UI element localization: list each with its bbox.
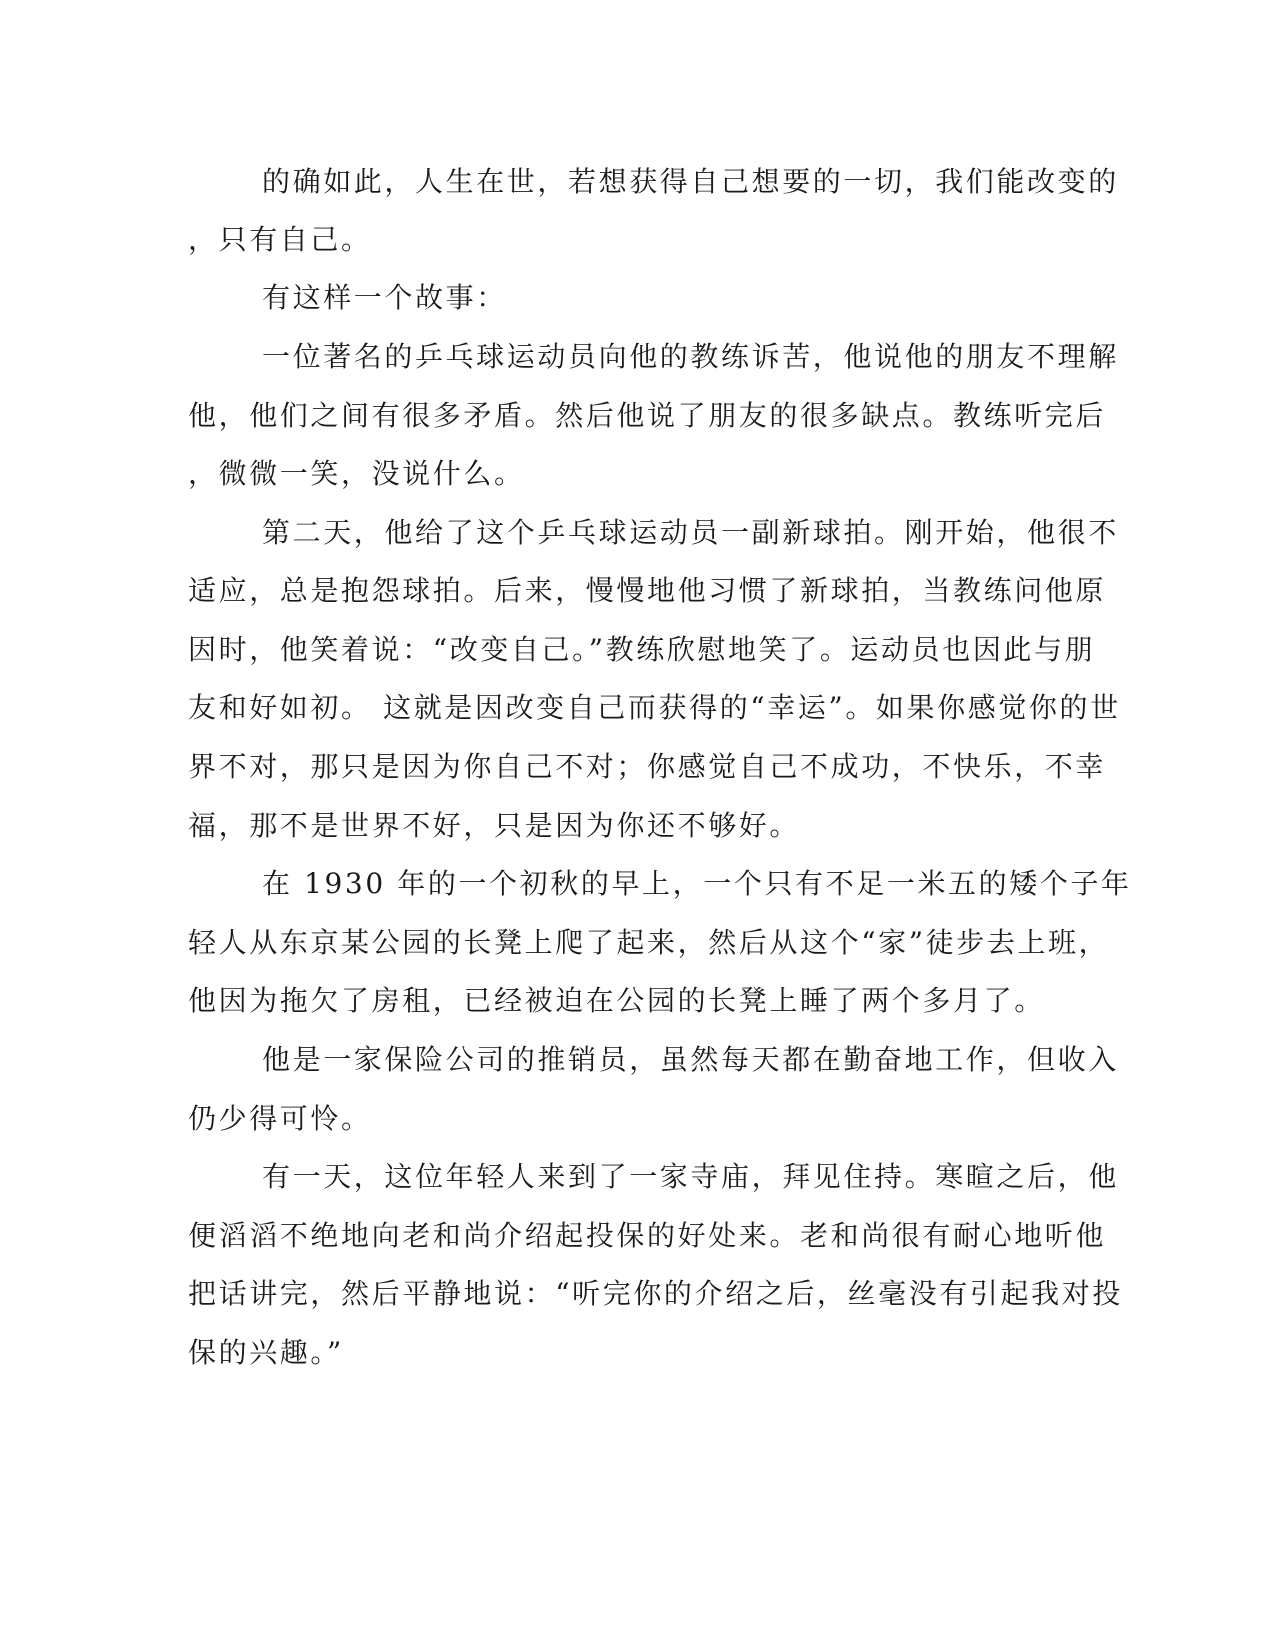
- text-line: 适应，总是抱怨球拍。后来，慢慢地他习惯了新球拍，当教练问他原: [188, 574, 1107, 607]
- text-line: 第二天，他给了这个乒乓球运动员一副新球拍。刚开始，他很不: [262, 516, 1119, 549]
- text-line: 他因为拖欠了房租，已经被迫在公园的长凳上睡了两个多月了。: [188, 984, 1045, 1017]
- text-line: 他是一家保险公司的推销员，虽然每天都在勤奋地工作，但收入: [262, 1043, 1119, 1076]
- text-line: 轻人从东京某公园的长凳上爬了起来，然后从这个“家”徒步去上班，: [188, 926, 1110, 959]
- text-line: 便滔滔不绝地向老和尚介绍起投保的好处来。老和尚很有耐心地听他: [188, 1219, 1107, 1252]
- text-line: 福，那不是世界不好，只是因为你还不够好。: [188, 809, 801, 842]
- text-line: 一位著名的乒乓球运动员向他的教练诉苦，他说他的朋友不理解: [262, 340, 1119, 373]
- text-line: ，只有自己。: [188, 223, 372, 256]
- text-line: 他，他们之间有很多矛盾。然后他说了朋友的很多缺点。教练听完后: [188, 399, 1107, 432]
- text-line: 有一天，这位年轻人来到了一家寺庙，拜见住持。寒暄之后，他: [262, 1160, 1119, 1193]
- text-line: 仍少得可怜。: [188, 1102, 372, 1135]
- text-line: 有这样一个故事：: [262, 281, 507, 314]
- text-line: ，微微一笑，没说什么。: [188, 457, 525, 490]
- text-line: 的确如此，人生在世，若想获得自己想要的一切，我们能改变的: [262, 165, 1119, 198]
- text-line: 保的兴趣。”: [188, 1336, 344, 1369]
- text-line: 界不对，那只是因为你自己不对；你感觉自己不成功，不快乐，不幸: [188, 750, 1107, 783]
- text-line: 在 1930 年的一个初秋的早上，一个只有不足一米五的矮个子年: [262, 867, 1132, 900]
- text-line: 把话讲完，然后平静地说：“听完你的介绍之后，丝毫没有引起我对投: [188, 1277, 1123, 1310]
- text-line: 因时，他笑着说：“改变自己。”教练欣慰地笑了。运动员也因此与朋: [188, 633, 1096, 666]
- text-line: 友和好如初。 这就是因改变自己而获得的“幸运”。如果你感觉你的世: [188, 691, 1121, 724]
